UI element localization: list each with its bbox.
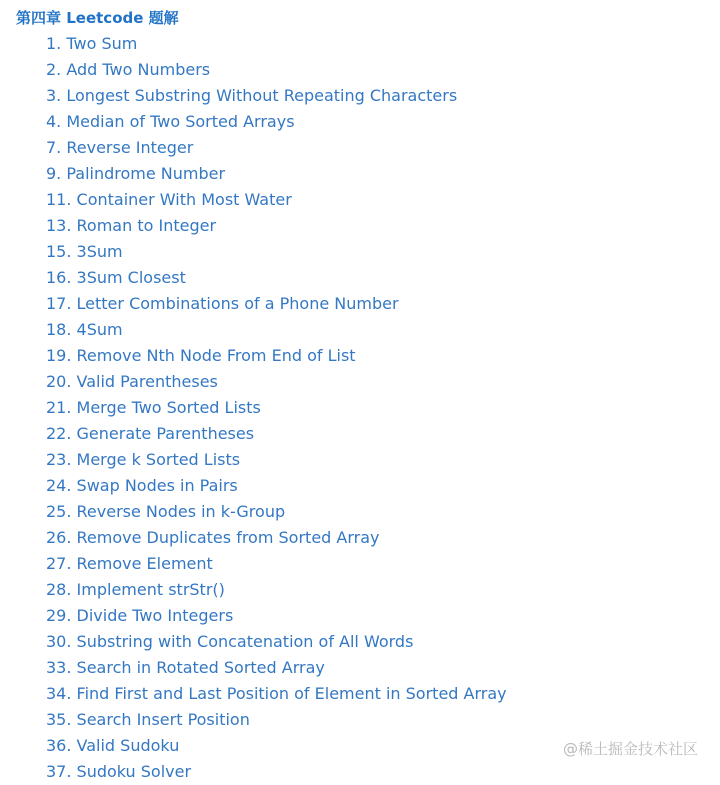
toc-item-valid-sudoku[interactable] bbox=[46, 733, 507, 759]
toc-link[interactable]: 19. Remove Nth Node From End of List bbox=[46, 346, 356, 365]
toc-link[interactable]: 22. Generate Parentheses bbox=[46, 424, 255, 443]
toc-item-roman-to-integer[interactable] bbox=[46, 213, 507, 239]
toc-item-swap-nodes-in-pairs[interactable] bbox=[46, 473, 507, 499]
toc-item-reverse-integer[interactable] bbox=[46, 135, 507, 161]
toc-item-median-sorted-arrays[interactable] bbox=[46, 109, 507, 135]
toc-link[interactable]: 20. Valid Parentheses bbox=[46, 372, 218, 391]
toc-link[interactable]: 18. 4Sum bbox=[46, 320, 123, 339]
toc-link[interactable]: 37. Sudoku Solver bbox=[46, 762, 192, 781]
toc-link[interactable]: 13. Roman to Integer bbox=[46, 216, 217, 235]
toc-item-valid-parentheses[interactable] bbox=[46, 369, 507, 395]
toc-link[interactable]: 1. Two Sum bbox=[46, 34, 138, 53]
toc-link[interactable]: 17. Letter Combinations of a Phone Number bbox=[46, 294, 399, 313]
toc-link[interactable]: 30. Substring with Concatenation of All Words bbox=[46, 632, 414, 651]
toc-link[interactable]: 25. Reverse Nodes in k-Group bbox=[46, 502, 286, 521]
watermark: @稀土掘金技术社区 bbox=[562, 740, 698, 758]
toc-item-3sum[interactable] bbox=[46, 239, 507, 265]
toc-link[interactable]: 27. Remove Element bbox=[46, 554, 213, 573]
toc-item-letter-combinations[interactable] bbox=[46, 291, 507, 317]
toc-link[interactable]: 15. 3Sum bbox=[46, 242, 123, 261]
toc-item-palindrome-number[interactable] bbox=[46, 161, 507, 187]
toc-list bbox=[46, 31, 507, 785]
toc-item-remove-element[interactable] bbox=[46, 551, 507, 577]
toc-link[interactable]: 24. Swap Nodes in Pairs bbox=[46, 476, 238, 495]
toc-link[interactable]: 16. 3Sum Closest bbox=[46, 268, 186, 287]
toc-item-merge-two-sorted-lists[interactable] bbox=[46, 395, 507, 421]
toc-item-container-most-water[interactable] bbox=[46, 187, 507, 213]
toc-link[interactable]: 36. Valid Sudoku bbox=[46, 736, 180, 755]
toc-link[interactable]: 2. Add Two Numbers bbox=[46, 60, 211, 79]
toc-link[interactable]: 33. Search in Rotated Sorted Array bbox=[46, 658, 325, 677]
toc-item-implement-strstr[interactable] bbox=[46, 577, 507, 603]
toc-item-search-rotated-array[interactable] bbox=[46, 655, 507, 681]
toc-link[interactable]: 21. Merge Two Sorted Lists bbox=[46, 398, 261, 417]
toc-link[interactable]: 28. Implement strStr() bbox=[46, 580, 225, 599]
toc-item-generate-parentheses[interactable] bbox=[46, 421, 507, 447]
toc-link[interactable]: 26. Remove Duplicates from Sorted Array bbox=[46, 528, 380, 547]
toc-link[interactable]: 11. Container With Most Water bbox=[46, 190, 292, 209]
toc-item-sudoku-solver[interactable] bbox=[46, 759, 507, 785]
toc-item-remove-duplicates[interactable] bbox=[46, 525, 507, 551]
toc-item-merge-k-sorted-lists[interactable] bbox=[46, 447, 507, 473]
toc-item-add-two-numbers[interactable] bbox=[46, 57, 507, 83]
toc-item-find-first-last-position[interactable] bbox=[46, 681, 507, 707]
toc-link[interactable]: 4. Median of Two Sorted Arrays bbox=[46, 112, 295, 131]
toc-link[interactable]: 34. Find First and Last Position of Element in Sorted Array bbox=[46, 684, 507, 703]
toc-link[interactable]: 23. Merge k Sorted Lists bbox=[46, 450, 241, 469]
toc-item-reverse-nodes-k-group[interactable] bbox=[46, 499, 507, 525]
chapter-title: 第四章 Leetcode 题解 bbox=[16, 9, 179, 27]
toc-link[interactable]: 9. Palindrome Number bbox=[46, 164, 226, 183]
toc-item-substring-concatenation[interactable] bbox=[46, 629, 507, 655]
toc-item-4sum[interactable] bbox=[46, 317, 507, 343]
toc-item-remove-nth-node[interactable] bbox=[46, 343, 507, 369]
toc-item-3sum-closest[interactable] bbox=[46, 265, 507, 291]
toc-link[interactable]: 35. Search Insert Position bbox=[46, 710, 250, 729]
toc-item-longest-substring[interactable] bbox=[46, 83, 507, 109]
toc-link[interactable]: 7. Reverse Integer bbox=[46, 138, 194, 157]
toc-item-search-insert-position[interactable] bbox=[46, 707, 507, 733]
toc-item-divide-two-integers[interactable] bbox=[46, 603, 507, 629]
toc-link[interactable]: 29. Divide Two Integers bbox=[46, 606, 234, 625]
toc-item-two-sum[interactable] bbox=[46, 31, 507, 57]
toc-link[interactable]: 3. Longest Substring Without Repeating Characters bbox=[46, 86, 458, 105]
